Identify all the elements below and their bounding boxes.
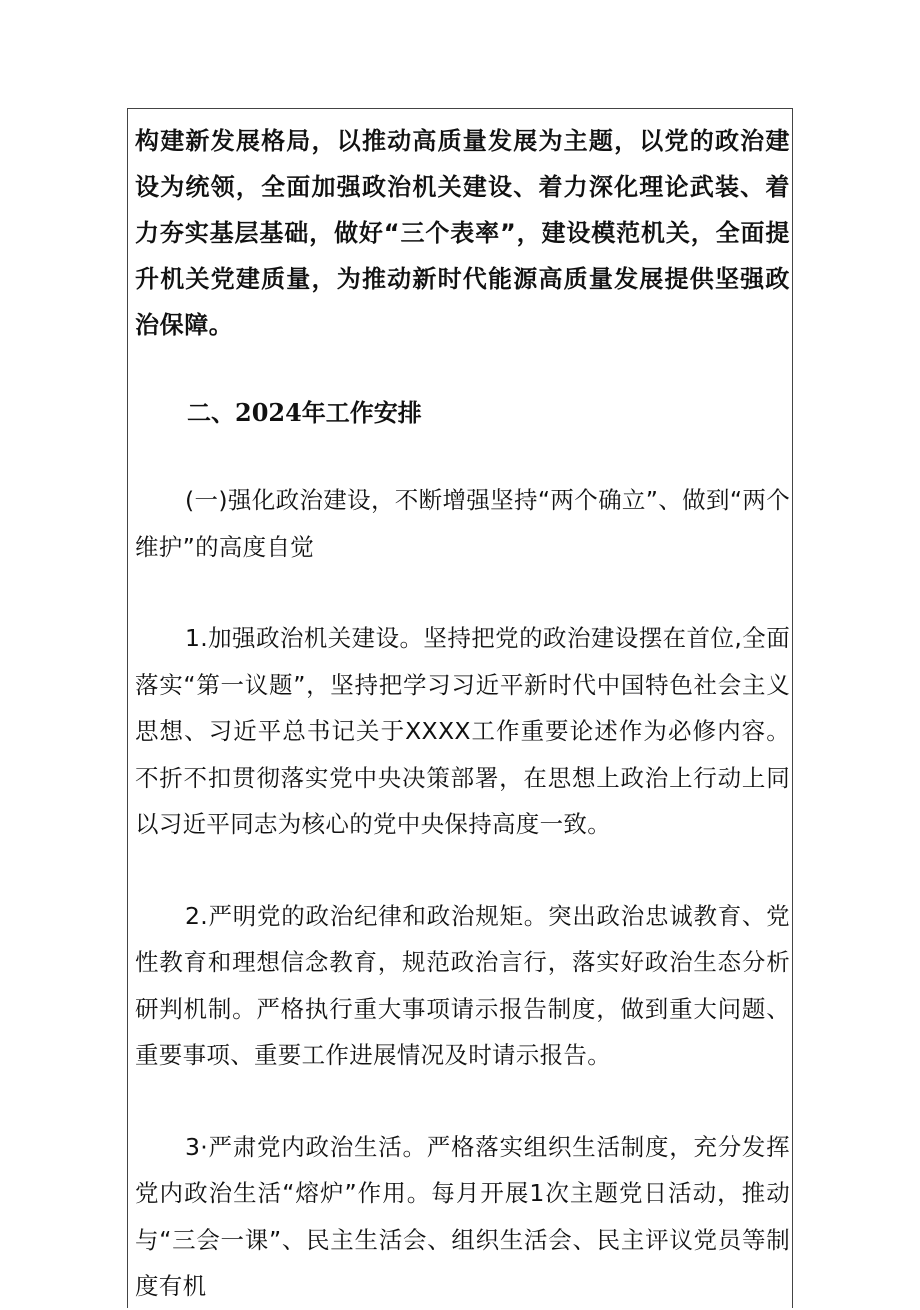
item-paragraph-3: 3·严肃党内政治生活。严格落实组织生活制度，充分发挥党内政治生活“熔炉”作用。每月开展1次主题党日活动，推动与“三会一课”、民主生活会、组织生活会、民主评议党员等制度有机 (135, 1132, 790, 1300)
item-paragraph-2: 2.严明党的政治纪律和政治规矩。突出政治忠诚教育、党性教育和理想信念教育，规范政治言行，落实好政治生态分析研判机制。严格执行重大事项请示报告制度，做到重大问题、重要事项、重要工作进展情况及时请示报告。 (135, 901, 790, 1069)
section-heading: 二、2024年工作安排 (187, 398, 422, 427)
subsection-heading: (一)强化政治建设，不断增强坚持“两个确立”、做到“两个维护”的高度自觉 (135, 486, 790, 561)
document-body (135, 118, 790, 1310)
item-paragraph-1: 1.加强政治机关建设。坚持把党的政治建设摆在首位,全面落实“第一议题”，坚持把学习习近平新时代中国特色社会主义思想、习近平总书记关于XXXX工作重要论述作为必修内容。不折不扣贯彻落实党中央决策部署，在思想上政治上行动上同以习近平同志为核心的党中央保持高度一致。 (135, 624, 790, 838)
intro-paragraph: 构建新发展格局，以推动高质量发展为主题，以党的政治建设为统领，全面加强政治机关建设、着力深化理论武装、着力夯实基层基础，做好“三个表率”，建设模范机关，全面提升机关党建质量，为推动新时代能源高质量发展提供坚强政治保障。 (135, 127, 790, 339)
